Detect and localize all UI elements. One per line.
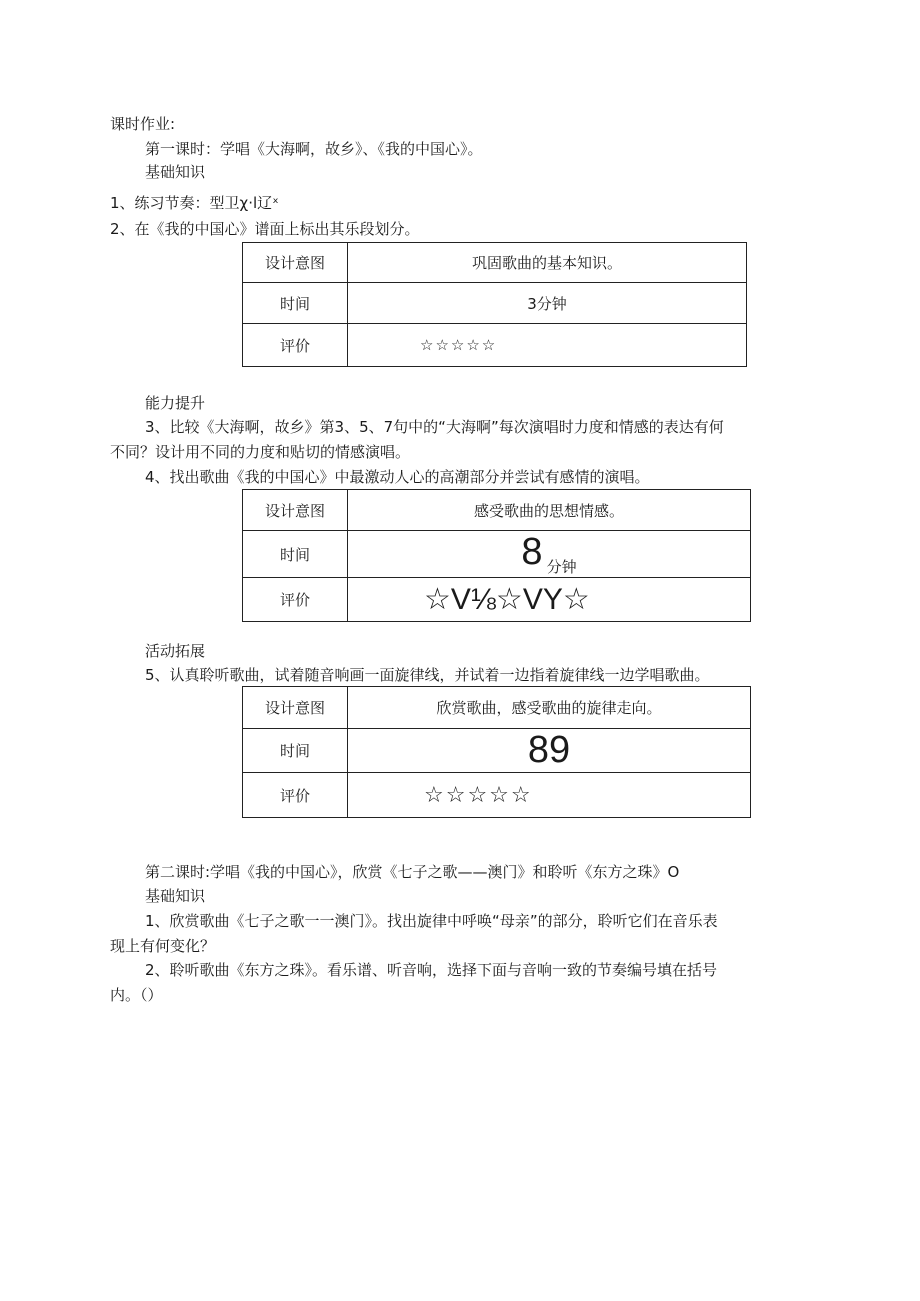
star-rating-icon: ☆☆☆☆☆	[424, 782, 533, 808]
lesson1-title: 第一课时：学唱《大海啊，故乡》、《我的中国心》。	[145, 140, 483, 158]
lesson1-extension-heading: 活动拓展	[145, 642, 206, 660]
question-4: 4、找出歌曲《我的中国心》中最激动人心的高潮部分并尝试有感情的演唱。	[145, 468, 650, 486]
rating-stars	[348, 773, 751, 818]
time-unit: 分钟	[546, 558, 577, 576]
rating-label: 评价	[243, 324, 348, 367]
lesson2-basic-heading: 基础知识	[145, 887, 206, 905]
design-intent-value: 巩固歌曲的基本知识。	[348, 243, 747, 283]
homework-title: 课时作业:	[110, 115, 176, 133]
lesson1-ability-table	[242, 489, 751, 622]
time-value	[348, 729, 751, 773]
lesson2-question-1-line-1: 1、欣赏歌曲《七子之歌一一澳门》。找出旋律中呼唤“母亲”的部分，聆听它们在音乐表	[145, 912, 718, 930]
star-rating-icon: ☆☆☆☆☆	[420, 336, 498, 354]
rating-label: 评价	[243, 773, 348, 818]
lesson2-title: 第二课时:学唱《我的中国心》，欣赏《七子之歌——澳门》和聆听《东方之珠》O	[145, 863, 680, 881]
lesson2-question-2-line-2: 内。（）	[110, 986, 163, 1004]
lesson2-question-2-line-1: 2、聆听歌曲《东方之珠》。看乐谱、听音响，选择下面与音响一致的节奏编号填在括号	[145, 961, 718, 979]
question-1: 1、练习节奏：型卫χ·l辽ˣ	[110, 194, 279, 212]
rating-stars	[348, 324, 747, 367]
question-5: 5、认真聆听歌曲，试着随音响画一面旋律线，并试着一边指着旋律线一边学唱歌曲。	[145, 666, 710, 684]
lesson2-question-1-line-2: 现上有何变化？	[110, 937, 216, 955]
question-3-line-2: 不同？设计用不同的力度和贴切的情感演唱。	[110, 443, 411, 461]
design-intent-label: 设计意图	[243, 490, 348, 531]
star-rating-icon: ☆V⅛☆VY☆	[424, 583, 590, 616]
design-intent-value: 欣赏歌曲，感受歌曲的旋律走向。	[348, 687, 751, 729]
lesson1-extension-table	[242, 686, 751, 818]
design-intent-value: 感受歌曲的思想情感。	[348, 490, 751, 531]
time-value: 3分钟	[348, 283, 747, 324]
time-number: 89	[527, 729, 571, 771]
time-label: 时间	[243, 283, 348, 324]
rating-stars	[348, 578, 751, 622]
rating-label: 评价	[243, 578, 348, 622]
time-label: 时间	[243, 729, 348, 773]
lesson1-basic-heading: 基础知识	[145, 163, 206, 181]
question-2: 2、在《我的中国心》谱面上标出其乐段划分。	[110, 220, 420, 238]
lesson1-ability-heading: 能力提升	[145, 394, 206, 412]
question-3-line-1: 3、比较《大海啊，故乡》第3、5、7句中的“大海啊”每次演唱时力度和情感的表达有何	[145, 418, 724, 436]
design-intent-label: 设计意图	[243, 687, 348, 729]
time-number: 8	[521, 531, 543, 573]
design-intent-label: 设计意图	[243, 243, 348, 283]
time-label: 时间	[243, 531, 348, 578]
time-value	[348, 531, 751, 578]
lesson1-basic-table	[242, 242, 747, 367]
